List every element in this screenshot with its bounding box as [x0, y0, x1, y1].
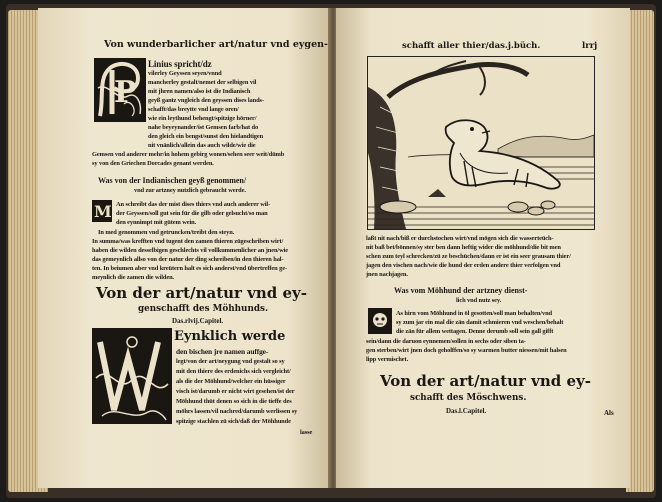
decorated-initial-w — [92, 328, 178, 424]
chapter-title-line: Von der art/natur vnd ey- — [96, 284, 307, 302]
chapter-title-line: Von der art/natur vnd ey- — [380, 372, 591, 390]
para-line: Möhhund thüt denen so sich in die tieffe des — [176, 398, 292, 405]
initial-d-letter: D — [398, 308, 399, 309]
para-line: Eynklich werde — [174, 329, 286, 344]
decorated-initial-m — [92, 200, 112, 222]
para-line: der Geyssen/soll gut sein für die gilb oder gelsucht/so man — [116, 210, 268, 217]
intro-line: den gleich ein bengst/sunst den hielandtigen — [148, 133, 264, 140]
initial-m-letter: M — [94, 202, 112, 221]
para-line: die zän für allem wettagen. Denne derumb soll sein gall gifft — [396, 328, 554, 335]
para-line: das gemeynlich allso von der natur der ding schreiben/in den thieren hal- — [92, 256, 284, 263]
para-line: möhrs lassen/vil nachred/darumb werlissen sy — [176, 408, 298, 415]
para-line: An schreibt das der mist dises thiers vnd auch anderer wil- — [116, 201, 271, 208]
intro-line: geyß gantz vngleich den geyssen dises lands- — [148, 97, 264, 104]
intro-line: nit vnänlich/allein das auch wilde/wie die — [148, 142, 256, 149]
para-line: In summa/was krefften vnd tugent den zamen thieren zügeschriben wirt/ — [92, 238, 284, 245]
catchword: Als — [604, 409, 614, 417]
para-line: jagen den vischen nach/wie die hund der erden andere thier verfolgen vnd — [366, 262, 561, 269]
para-line: den bischen jre namen auffge- — [176, 347, 269, 356]
para-line: gen sterben/wirt jnen doch geholffen/so sy warmen butter niessen/mit halsen — [366, 347, 567, 354]
para-line: lipp vermischet. — [366, 356, 409, 363]
left-running-head: Von wunderbarlicher art/natur vnd eygen- — [104, 39, 328, 50]
right-running-head: schafft aller thier/das.j.büch. — [402, 41, 541, 51]
chapter-number: Das.rlvij.Capitel. — [172, 317, 224, 325]
para-line: meynlich die zamen die wilden. — [92, 274, 175, 281]
para-line: laßt nit nach/biß er durchstochen wirt/vnd mögen sich die wasserteüch- — [366, 235, 554, 242]
right-page — [336, 8, 630, 488]
initial-p-letter: P — [114, 75, 137, 110]
catchword: lasse — [300, 429, 313, 436]
section-heading-sub: lich vnd nutz sey. — [456, 297, 502, 304]
folio-number: lrrj — [582, 41, 598, 51]
intro-line: nahe beyeynander/ist Gemsen farb/hat do — [148, 124, 259, 131]
otter-woodcut-illustration — [367, 56, 595, 230]
intro-line: Linius spricht/dz — [148, 59, 212, 69]
para-line: sy zum jar ein mal die zän damit schmieren vnd weschen/behalt — [396, 319, 564, 326]
initial-w-letter: W — [176, 328, 178, 329]
intro-line: mancherley gestalt/nemet der selbigen vil — [148, 79, 257, 86]
chapter-title-line: schafft des Möschwens. — [410, 393, 527, 403]
para-line: haben die wilden desselbigen geschlechts vil vollkummenlicher an jnen/wie — [92, 247, 289, 254]
para-line: mit den thiere des erdenichs sich vergleicht/ — [176, 368, 291, 375]
para-line: spitzige stachlen zü sich/daß der Möhhunde — [176, 418, 291, 425]
intro-line: Gemsen vnd anderer mehr/in hohem gebirg wonen/sehen seer weit/dümb — [92, 151, 285, 158]
chapter-number: Das.l.Capitel. — [446, 407, 487, 415]
para-line: den eynnimpt mit gütem wein. — [116, 219, 197, 226]
section-heading-sub: vnd zur artzney nutzlich gebraucht werde. — [134, 187, 246, 194]
intro-line: wie ein leythund behengt/spitzige hörner/ — [148, 115, 257, 122]
intro-line: mit jhren namen/also ist die Indianisch — [148, 88, 251, 95]
para-line: legt/von der art/neygung vnd gestalt so sy — [176, 358, 285, 365]
left-page — [38, 8, 330, 488]
intro-line: sy von den Griechen Dorcades genant werden. — [92, 160, 214, 167]
intro-line: vilerley Geyssen seyen/vnnd — [148, 70, 222, 77]
section-heading: Was von der Indianischen geyß genommen/ — [98, 176, 247, 185]
para-line: visch ist/darumb er nicht wirt gesehen/ist der — [176, 388, 295, 395]
section-heading: Was vom Möhhund der artzney dienst- — [394, 286, 528, 295]
para-line: als die der Möhhund/welcher ein hüssiger — [176, 378, 286, 385]
decorated-initial-p — [94, 58, 146, 122]
para-line: nit baß bet/bönnen/sy ster ben dann heftig wider die möhhund/die bit men — [366, 244, 561, 251]
chapter-title-line: genschafft des Möhhunds. — [138, 304, 269, 314]
decorated-initial-d — [368, 308, 399, 334]
para-line: jnen nachjagen. — [366, 271, 408, 278]
para-line: ten. In beiumen aber vnd kreütern halt es sich anderst/vnd übertreffen ge- — [92, 265, 287, 272]
para-line: In med genommen vnd getruncken/treibt den steyn. — [98, 229, 235, 236]
para-line: sein/dann die daruon eynnemen/sollen in sechs oder siben ta- — [366, 338, 526, 345]
right-page-edges — [626, 10, 654, 492]
para-line: schen zum teyl schrecken/zü ze beschüchen/dann er ist ein seer grausam thier/ — [366, 253, 571, 260]
para-line: As hirn vom Möhhund in öl gesotten/soll man behalten/vnd — [396, 310, 552, 317]
intro-line: schafft/das breytte vnd lange oren/ — [148, 106, 239, 113]
